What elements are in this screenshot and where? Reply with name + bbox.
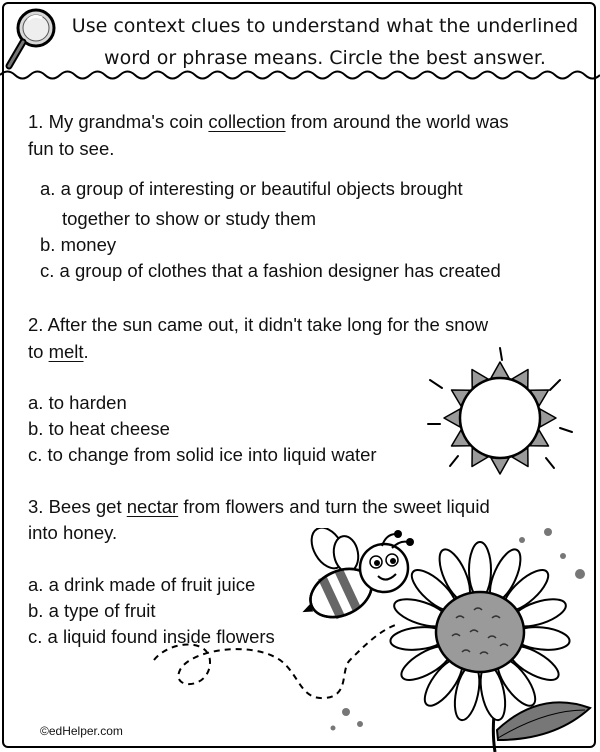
option-label: b.	[28, 600, 44, 621]
question-3-line-2: into honey.	[28, 522, 118, 543]
question-1-text-after: from around the world was	[290, 111, 509, 132]
wavy-divider	[0, 68, 600, 82]
question-1-option-a[interactable]	[40, 176, 463, 202]
question-2-text-before: to	[28, 341, 44, 362]
question-3-line-1	[28, 494, 490, 520]
option-text: to heat cheese	[48, 418, 170, 439]
option-text: to harden	[48, 392, 127, 413]
question-2-line-1	[28, 312, 488, 338]
question-3-text-before: Bees get	[48, 496, 122, 517]
question-1-line-1	[28, 109, 509, 135]
question-2-text: After the sun came out, it didn't take long for the snow	[47, 314, 489, 335]
option-text: to change from solid ice into liquid water	[47, 444, 377, 465]
question-1-underlined-word: collection	[208, 111, 286, 132]
instructions-line-2: word or phrase means. Circle the best answer.	[104, 47, 546, 69]
instructions-line-1: Use context clues to understand what the underlined	[71, 15, 579, 37]
question-1-line-2: fun to see.	[28, 138, 115, 159]
option-text: a group of interesting or beautiful objects brought	[60, 178, 463, 199]
instructions-header	[0, 0, 600, 80]
question-1-number: 1.	[28, 111, 44, 132]
question-2-option-c[interactable]	[28, 442, 377, 468]
question-2-line-2	[28, 339, 89, 365]
question-2-text-after: .	[83, 341, 89, 362]
question-2-number: 2.	[28, 314, 44, 335]
question-3-underlined-word: nectar	[126, 496, 179, 517]
question-2-option-a[interactable]	[28, 390, 127, 416]
option-label: c.	[28, 444, 43, 465]
option-text: a group of clothes that a fashion designer has created	[59, 260, 501, 281]
question-1-text-before: My grandma's coin	[48, 111, 204, 132]
option-label: a.	[28, 392, 44, 413]
option-text: money	[60, 234, 117, 255]
sunflower-icon	[380, 540, 600, 752]
question-1-option-b[interactable]	[40, 232, 116, 258]
question-1-option-a-continued: together to show or study them	[62, 208, 316, 229]
question-3-text-after: from flowers and turn the sweet liquid	[183, 496, 490, 517]
option-label: a.	[28, 574, 44, 595]
option-text: a type of fruit	[48, 600, 156, 621]
question-2-underlined-word: melt	[48, 341, 84, 362]
question-3-option-b[interactable]	[28, 598, 156, 624]
option-label: b.	[28, 418, 44, 439]
option-label: c.	[28, 626, 43, 647]
sun-icon	[420, 340, 580, 480]
instructions-text	[70, 10, 580, 74]
question-3-option-a[interactable]	[28, 572, 255, 598]
question-3-number: 3.	[28, 496, 44, 517]
question-2-option-b[interactable]	[28, 416, 170, 442]
question-1-option-c[interactable]	[40, 258, 501, 284]
copyright-footer: ©edHelper.com	[40, 724, 123, 738]
option-text: a liquid found inside flowers	[47, 626, 275, 647]
option-text: a drink made of fruit juice	[48, 574, 256, 595]
option-label: a.	[40, 178, 56, 199]
option-label: c.	[40, 260, 55, 281]
option-label: b.	[40, 234, 56, 255]
